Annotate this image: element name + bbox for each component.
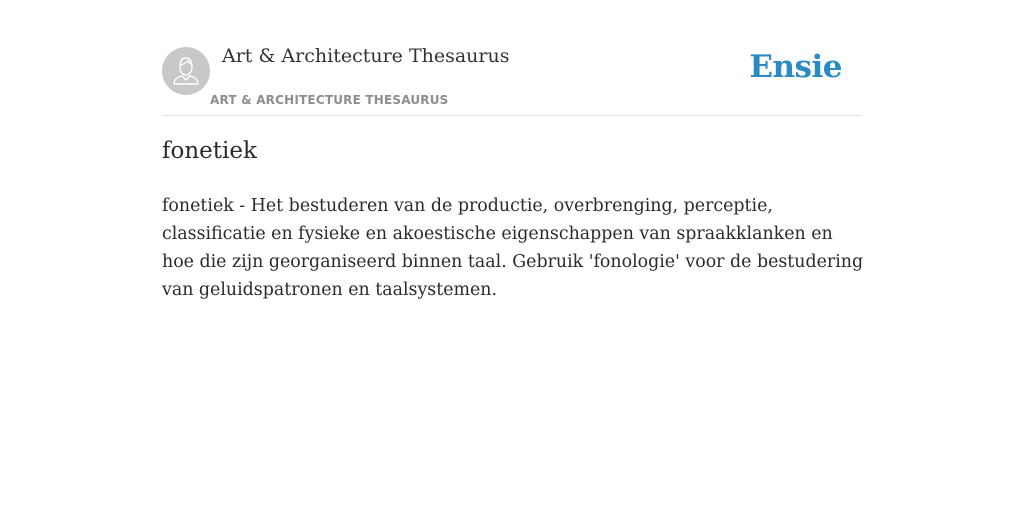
brand-logo[interactable]: Ensie xyxy=(749,49,842,85)
definition-text: fonetiek - Het bestuderen van de productie, overbrenging, perceptie, classificatie en fysieke en akoestische eigenschappen van spraakklanken en hoe die zijn georganiseerd binnen taal. Gebruik 'fonologie' voor de bestudering van geluidspatronen en taalsystemen. xyxy=(162,196,864,300)
header xyxy=(162,40,862,116)
author-name-link[interactable]: Art & Architecture Thesaurus xyxy=(222,45,510,67)
user-icon xyxy=(162,47,210,95)
term-title: fonetiek xyxy=(162,138,257,164)
avatar[interactable] xyxy=(162,47,210,95)
source-label: ART & ARCHITECTURE THESAURUS xyxy=(210,93,449,107)
